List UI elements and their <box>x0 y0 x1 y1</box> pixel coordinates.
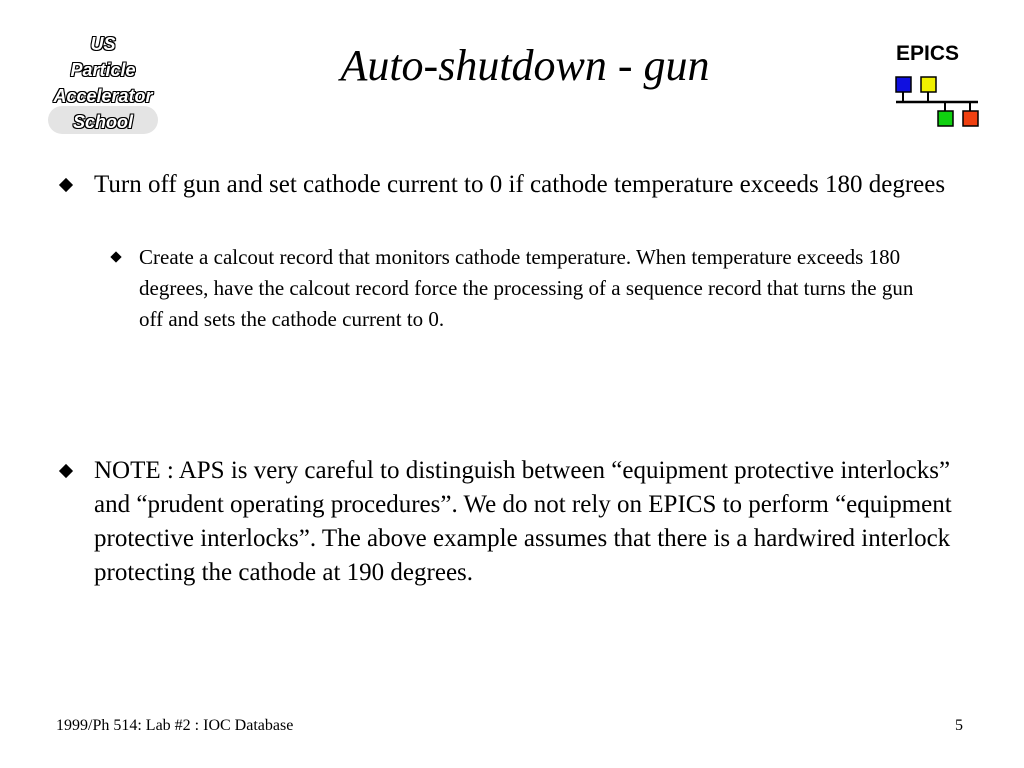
bullet-diamond-icon <box>59 178 73 192</box>
logo-line-3: Accelerator <box>53 86 153 106</box>
slide-title: Auto-shutdown - gun <box>340 41 710 90</box>
sub-bullet-diamond-icon <box>110 251 121 262</box>
footer-course-label: 1999/Ph 514: Lab #2 : IOC Database <box>56 717 294 734</box>
bullet-2-text: NOTE : APS is very careful to distinguish between “equipment protective interlocks” and “prudent operating procedures”. We do not rely on EPICS to perform “equipment protective interlocks”. The above example assumes that there is a hardwired interlock protecting the cathode at 190 degrees. <box>94 457 952 586</box>
logo-line-2: Particle <box>70 60 136 80</box>
bullet-diamond-icon <box>59 464 73 478</box>
logo-line-4: School <box>72 112 133 132</box>
bullet-1-text: Turn off gun and set cathode current to 0 if cathode temperature exceeds 180 degrees <box>94 171 946 198</box>
bullet-1-sub-text: Create a calcout record that monitors cathode temperature. When temperature exceeds 180 degrees, have the calcout record force the processing of a sequence record that turns the gun off and sets the cathode current to 0. <box>139 245 914 331</box>
footer-page-number: 5 <box>955 717 963 734</box>
logo-line-1: US <box>90 34 116 54</box>
epics-logo-text: EPICS <box>896 42 960 65</box>
